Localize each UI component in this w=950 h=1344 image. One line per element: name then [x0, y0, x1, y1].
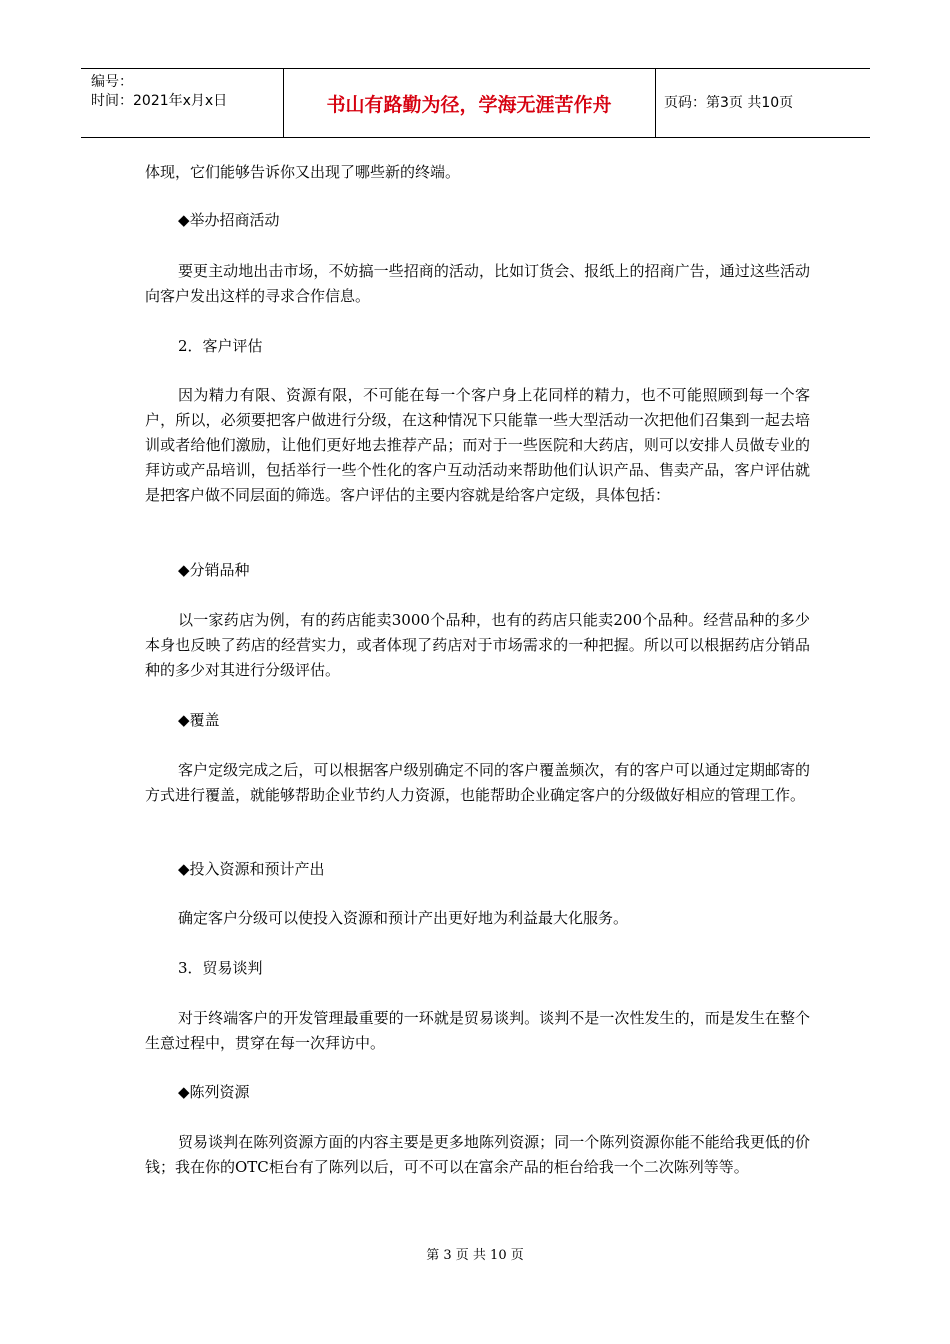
paragraph-coverage: 客户定级完成之后，可以根据客户级别确定不同的客户覆盖频次，有的客户可以通过定期邮寄的方式进行覆盖，就能够帮助企业节约人力资源，也能帮助企业确定客户的分级做好相应的管理工作。 [145, 761, 810, 804]
section-heading-customer-evaluation: 2．客户评估 [178, 337, 263, 355]
paragraph-customer-evaluation: 因为精力有限、资源有限，不可能在每一个客户身上花同样的精力，也不可能照顾到每一个客户，所以，必须要把客户做进行分级，在这种情况下只能靠一些大型活动一次把他们召集到一起去培训或者给他们激励，让他们更好地去推荐产品；而对于一些医院和大药店，则可以安排人员做专业的拜访或产品培训，包括举行一些个性化的客户互动活动来帮助他们认识产品、售卖产品，客户评估就是把客户做不同层面的筛选。客户评估的主要内容就是给客户定级，具体包括： [145, 386, 810, 504]
bullet-heading-display-resources: ◆陈列资源 [178, 1083, 250, 1101]
paragraph-resources-output: 确定客户分级可以使投入资源和预计产出更好地为利益最大化服务。 [178, 909, 629, 927]
paragraph-continuation: 体现，它们能够告诉你又出现了哪些新的终端。 [145, 163, 461, 181]
header-motto-cell [283, 69, 656, 137]
bullet-heading-recruitment: ◆举办招商活动 [178, 211, 280, 229]
paragraph-recruitment: 要更主动地出击市场，不妨搞一些招商的活动，比如订货会、报纸上的招商广告，通过这些活动向客户发出这样的寻求合作信息。 [145, 262, 810, 305]
header-motto: 书山有路勤为径，学海无涯苦作舟 [326, 94, 612, 116]
page-header [81, 68, 870, 138]
bullet-heading-coverage: ◆覆盖 [178, 711, 220, 729]
header-page-info: 页码：第3页 共10页 [664, 95, 794, 111]
page-footer: 第 3 页 共 10 页 [426, 1248, 524, 1263]
document-number-label: 编号： [91, 74, 133, 90]
paragraph-trade-negotiation: 对于终端客户的开发管理最重要的一环就是贸易谈判。谈判不是一次性发生的，而是发生在整个生意过程中，贯穿在每一次拜访中。 [145, 1009, 810, 1052]
section-heading-trade-negotiation: 3．贸易谈判 [178, 959, 263, 977]
paragraph-distribution-variety: 以一家药店为例，有的药店能卖3000个品种，也有的药店只能卖200个品种。经营品种的多少本身也反映了药店的经营实力，或者体现了药店对于市场需求的一种把握。所以可以根据药店分销品种的多少对其进行分级评估。 [145, 611, 810, 679]
document-time-label: 时间：2021年x月x日 [91, 93, 228, 109]
bullet-heading-distribution-variety: ◆分销品种 [178, 561, 250, 579]
bullet-heading-resources-output: ◆投入资源和预计产出 [178, 860, 325, 878]
paragraph-display-resources: 贸易谈判在陈列资源方面的内容主要是更多地陈列资源；同一个陈列资源你能不能给我更低的价钱；我在你的OTC柜台有了陈列以后，可不可以在富余产品的柜台给我一个二次陈列等等。 [145, 1133, 810, 1176]
header-page-cell [656, 69, 870, 137]
header-meta-cell [81, 69, 284, 137]
